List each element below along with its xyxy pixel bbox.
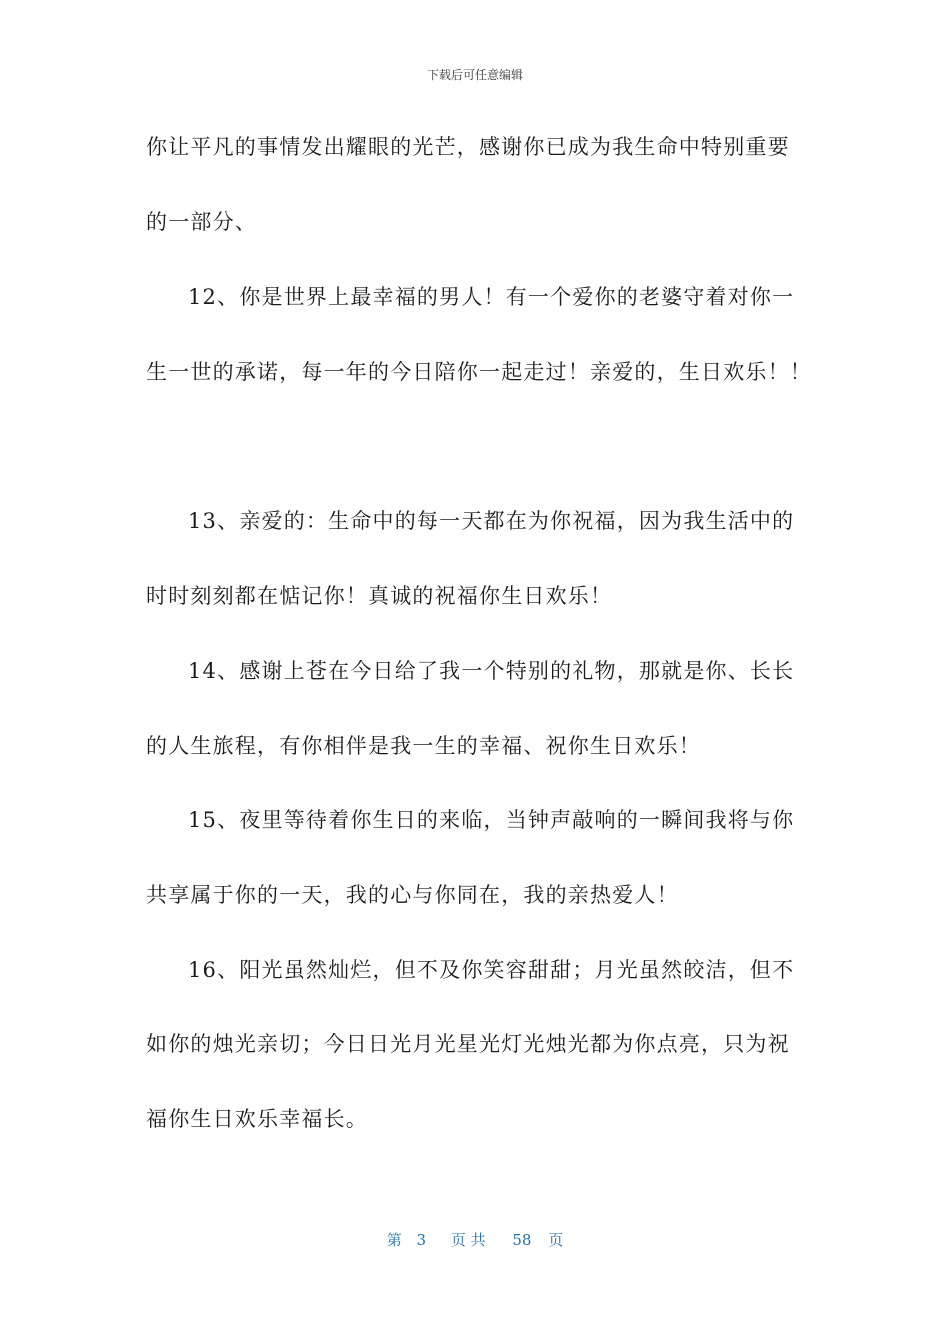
header-note: 下载后可任意编辑 xyxy=(426,68,523,82)
text-line: 你让平凡的事情发出耀眼的光芒，感谢你已成为我生命中特别重要 xyxy=(146,135,790,159)
text-line: 15、夜里等待着你生日的来临，当钟声敲响的一瞬间我将与你 xyxy=(188,808,795,832)
text-line: 时时刻刻都在惦记你！真诚的祝福你生日欢乐！ xyxy=(146,584,613,608)
text-line: 如你的烛光亲切；今日日光月光星光灯光烛光都为你点亮，只为祝 xyxy=(146,1032,790,1056)
footer-suffix: 页 xyxy=(548,1231,564,1249)
text-line: 生一世的承诺，每一年的今日陪你一起走过！亲爱的，生日欢乐！！ xyxy=(146,360,812,384)
text-line: 12、你是世界上最幸福的男人！有一个爱你的老婆守着对你一 xyxy=(188,285,795,309)
text-line: 福你生日欢乐幸福长。 xyxy=(146,1107,368,1131)
text-line: 的一部分、 xyxy=(146,210,257,234)
footer-middle: 页 共 xyxy=(450,1231,486,1249)
footer-prefix: 第 xyxy=(386,1231,402,1249)
text-line: 共享属于你的一天，我的心与你同在，我的亲热爱人！ xyxy=(146,883,679,907)
text-line: 的人生旅程，有你相伴是我一生的幸福、祝你生日欢乐！ xyxy=(146,734,701,758)
text-line: 14、感谢上苍在今日给了我一个特别的礼物，那就是你、长长 xyxy=(188,659,795,683)
text-line: 13、亲爱的：生命中的每一天都在为你祝福，因为我生活中的 xyxy=(188,509,795,533)
current-page-number: 3 xyxy=(416,1231,427,1249)
total-page-count: 58 xyxy=(512,1231,532,1249)
page-footer xyxy=(0,1229,950,1250)
text-line: 16、阳光虽然灿烂，但不及你笑容甜甜；月光虽然皎洁，但不 xyxy=(188,958,795,982)
